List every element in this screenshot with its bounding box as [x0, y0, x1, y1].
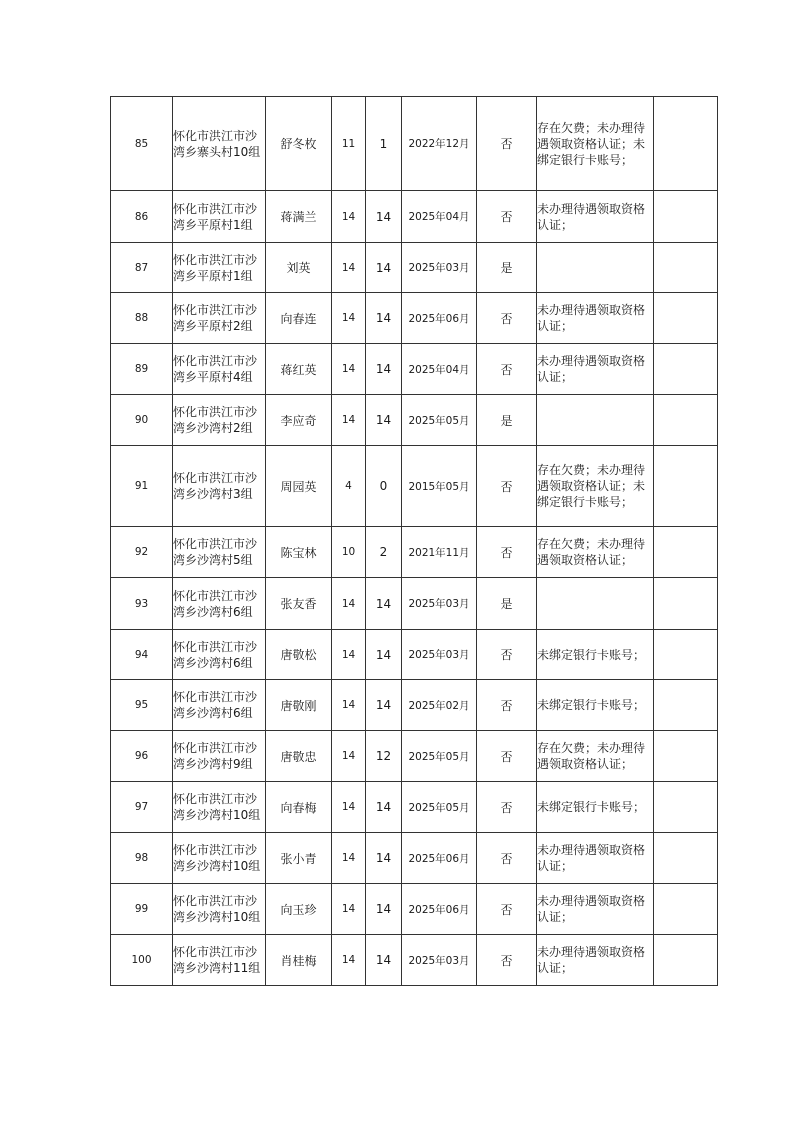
note-cell: [537, 578, 654, 630]
flag-cell: 否: [477, 527, 537, 578]
extra-cell: [654, 344, 718, 395]
note-text: 未办理待遇领取资格认证；: [537, 303, 646, 333]
note-text: 存在欠费；未办理待遇领取资格认证；: [537, 741, 646, 771]
name-cell: 张小青: [266, 833, 332, 884]
note-cell: [537, 935, 654, 986]
name-cell: 陈宝林: [266, 527, 332, 578]
note-text: 未办理待遇领取资格认证；: [537, 354, 646, 384]
note-cell: [537, 191, 654, 243]
extra-cell: [654, 243, 718, 293]
address-text: 怀化市洪江市沙湾乡沙湾村10组: [173, 894, 261, 924]
name-cell: 张友香: [266, 578, 332, 630]
name-cell: 周园英: [266, 446, 332, 527]
date-cell: 2025年03月: [402, 630, 477, 680]
extra-cell: [654, 630, 718, 680]
name-cell: 舒冬枚: [266, 97, 332, 191]
address-cell: [173, 344, 266, 395]
records-sheet: [110, 96, 718, 986]
address-text: 怀化市洪江市沙湾乡沙湾村2组: [173, 405, 258, 435]
extra-cell: [654, 731, 718, 782]
count-cell-a: 14: [332, 884, 366, 935]
count-cell-a: 14: [332, 680, 366, 731]
note-text: 未办理待遇领取资格认证；: [537, 945, 646, 975]
table-row: [111, 191, 718, 243]
name-cell: 刘英: [266, 243, 332, 293]
row-number: 100: [111, 935, 173, 986]
count-cell-a: 14: [332, 630, 366, 680]
flag-cell: 否: [477, 97, 537, 191]
note-text: 未绑定银行卡账号；: [537, 800, 646, 814]
count-cell-b: 14: [366, 833, 402, 884]
count-cell-a: 14: [332, 731, 366, 782]
count-cell-b: 14: [366, 578, 402, 630]
row-number: 94: [111, 630, 173, 680]
count-cell-b: 14: [366, 935, 402, 986]
name-cell: 唐敬松: [266, 630, 332, 680]
count-cell-b: 14: [366, 782, 402, 833]
extra-cell: [654, 527, 718, 578]
row-number: 90: [111, 395, 173, 446]
flag-cell: 否: [477, 344, 537, 395]
count-cell-a: 14: [332, 395, 366, 446]
row-number: 87: [111, 243, 173, 293]
address-text: 怀化市洪江市沙湾乡沙湾村3组: [173, 471, 258, 501]
address-cell: [173, 731, 266, 782]
row-number: 85: [111, 97, 173, 191]
extra-cell: [654, 395, 718, 446]
date-cell: 2025年04月: [402, 191, 477, 243]
note-cell: [537, 395, 654, 446]
count-cell-a: 14: [332, 344, 366, 395]
flag-cell: 否: [477, 680, 537, 731]
table-row: [111, 935, 718, 986]
row-number: 91: [111, 446, 173, 527]
name-cell: 唐敬忠: [266, 731, 332, 782]
name-cell: 蒋满兰: [266, 191, 332, 243]
row-number: 98: [111, 833, 173, 884]
name-cell: 向春连: [266, 293, 332, 344]
name-cell: 李应奇: [266, 395, 332, 446]
note-text: 未办理待遇领取资格认证；: [537, 843, 646, 873]
name-cell: 向春梅: [266, 782, 332, 833]
address-text: 怀化市洪江市沙湾乡沙湾村10组: [173, 843, 261, 873]
date-cell: 2025年03月: [402, 578, 477, 630]
count-cell-b: 14: [366, 884, 402, 935]
flag-cell: 否: [477, 833, 537, 884]
row-number: 86: [111, 191, 173, 243]
address-cell: [173, 935, 266, 986]
address-cell: [173, 293, 266, 344]
count-cell-b: 14: [366, 344, 402, 395]
table-row: [111, 527, 718, 578]
address-text: 怀化市洪江市沙湾乡沙湾村5组: [173, 537, 258, 567]
table-row: [111, 97, 718, 191]
table-row: [111, 395, 718, 446]
address-cell: [173, 446, 266, 527]
note-text: 未绑定银行卡账号；: [537, 698, 646, 712]
table-row: [111, 731, 718, 782]
name-cell: 向玉珍: [266, 884, 332, 935]
date-cell: 2025年05月: [402, 731, 477, 782]
date-cell: 2021年11月: [402, 527, 477, 578]
table-row: [111, 833, 718, 884]
note-cell: [537, 884, 654, 935]
count-cell-a: 14: [332, 191, 366, 243]
date-cell: 2025年04月: [402, 344, 477, 395]
records-table: [110, 96, 718, 986]
date-cell: 2025年06月: [402, 293, 477, 344]
name-cell: 肖桂梅: [266, 935, 332, 986]
date-cell: 2025年03月: [402, 935, 477, 986]
date-cell: 2015年05月: [402, 446, 477, 527]
note-cell: [537, 97, 654, 191]
row-number: 89: [111, 344, 173, 395]
address-text: 怀化市洪江市沙湾乡沙湾村6组: [173, 690, 258, 720]
address-cell: [173, 243, 266, 293]
row-number: 92: [111, 527, 173, 578]
extra-cell: [654, 578, 718, 630]
note-cell: [537, 731, 654, 782]
note-text: 存在欠费；未办理待遇领取资格认证；: [537, 537, 646, 567]
note-text: 存在欠费；未办理待遇领取资格认证；未绑定银行卡账号；: [537, 463, 646, 509]
note-cell: [537, 243, 654, 293]
extra-cell: [654, 935, 718, 986]
address-text: 怀化市洪江市沙湾乡平原村2组: [173, 303, 258, 333]
table-body: [111, 97, 718, 986]
count-cell-a: 14: [332, 243, 366, 293]
address-text: 怀化市洪江市沙湾乡平原村4组: [173, 354, 258, 384]
count-cell-b: 0: [366, 446, 402, 527]
extra-cell: [654, 833, 718, 884]
table-row: [111, 243, 718, 293]
note-cell: [537, 782, 654, 833]
extra-cell: [654, 446, 718, 527]
table-row: [111, 884, 718, 935]
address-text: 怀化市洪江市沙湾乡沙湾村11组: [173, 945, 261, 975]
date-cell: 2025年05月: [402, 782, 477, 833]
extra-cell: [654, 293, 718, 344]
table-row: [111, 293, 718, 344]
name-cell: 唐敬刚: [266, 680, 332, 731]
count-cell-b: 14: [366, 395, 402, 446]
flag-cell: 否: [477, 782, 537, 833]
table-row: [111, 446, 718, 527]
address-cell: [173, 97, 266, 191]
extra-cell: [654, 97, 718, 191]
address-text: 怀化市洪江市沙湾乡沙湾村10组: [173, 792, 261, 822]
note-cell: [537, 446, 654, 527]
flag-cell: 否: [477, 446, 537, 527]
count-cell-b: 14: [366, 680, 402, 731]
address-text: 怀化市洪江市沙湾乡沙湾村6组: [173, 639, 258, 670]
extra-cell: [654, 191, 718, 243]
address-text: 怀化市洪江市沙湾乡平原村1组: [173, 201, 258, 232]
note-cell: [537, 293, 654, 344]
extra-cell: [654, 884, 718, 935]
date-cell: 2025年03月: [402, 243, 477, 293]
table-row: [111, 680, 718, 731]
date-cell: 2022年12月: [402, 97, 477, 191]
row-number: 88: [111, 293, 173, 344]
address-text: 怀化市洪江市沙湾乡沙湾村9组: [173, 741, 258, 771]
row-number: 95: [111, 680, 173, 731]
table-row: [111, 782, 718, 833]
address-cell: [173, 395, 266, 446]
address-cell: [173, 884, 266, 935]
date-cell: 2025年06月: [402, 884, 477, 935]
row-number: 99: [111, 884, 173, 935]
note-cell: [537, 833, 654, 884]
flag-cell: 否: [477, 630, 537, 680]
table-row: [111, 630, 718, 680]
flag-cell: 是: [477, 243, 537, 293]
note-cell: [537, 527, 654, 578]
date-cell: 2025年06月: [402, 833, 477, 884]
address-text: 怀化市洪江市沙湾乡平原村1组: [173, 252, 258, 283]
note-cell: [537, 344, 654, 395]
count-cell-b: 14: [366, 243, 402, 293]
extra-cell: [654, 782, 718, 833]
count-cell-b: 14: [366, 630, 402, 680]
address-cell: [173, 680, 266, 731]
date-cell: 2025年05月: [402, 395, 477, 446]
flag-cell: 否: [477, 935, 537, 986]
count-cell-a: 14: [332, 782, 366, 833]
address-cell: [173, 578, 266, 630]
flag-cell: 否: [477, 293, 537, 344]
count-cell-b: 1: [366, 97, 402, 191]
extra-cell: [654, 680, 718, 731]
address-cell: [173, 630, 266, 680]
count-cell-a: 14: [332, 578, 366, 630]
note-text: 未办理待遇领取资格认证；: [537, 201, 646, 232]
flag-cell: 是: [477, 395, 537, 446]
flag-cell: 否: [477, 191, 537, 243]
count-cell-a: 4: [332, 446, 366, 527]
address-cell: [173, 191, 266, 243]
address-text: 怀化市洪江市沙湾乡沙湾村6组: [173, 588, 258, 619]
flag-cell: 是: [477, 578, 537, 630]
row-number: 93: [111, 578, 173, 630]
note-cell: [537, 630, 654, 680]
count-cell-a: 10: [332, 527, 366, 578]
note-cell: [537, 680, 654, 731]
flag-cell: 否: [477, 884, 537, 935]
note-text: 存在欠费；未办理待遇领取资格认证；未绑定银行卡账号；: [537, 120, 646, 167]
count-cell-a: 14: [332, 935, 366, 986]
flag-cell: 否: [477, 731, 537, 782]
address-cell: [173, 527, 266, 578]
date-cell: 2025年02月: [402, 680, 477, 731]
note-text: 未办理待遇领取资格认证；: [537, 894, 646, 924]
count-cell-a: 14: [332, 833, 366, 884]
address-cell: [173, 833, 266, 884]
address-text: 怀化市洪江市沙湾乡寨头村10组: [173, 128, 261, 159]
table-row: [111, 344, 718, 395]
count-cell-b: 14: [366, 191, 402, 243]
count-cell-a: 14: [332, 293, 366, 344]
table-row: [111, 578, 718, 630]
count-cell-b: 2: [366, 527, 402, 578]
note-text: 未绑定银行卡账号；: [537, 647, 646, 662]
address-cell: [173, 782, 266, 833]
name-cell: 蒋红英: [266, 344, 332, 395]
row-number: 96: [111, 731, 173, 782]
count-cell-a: 11: [332, 97, 366, 191]
count-cell-b: 14: [366, 293, 402, 344]
row-number: 97: [111, 782, 173, 833]
count-cell-b: 12: [366, 731, 402, 782]
